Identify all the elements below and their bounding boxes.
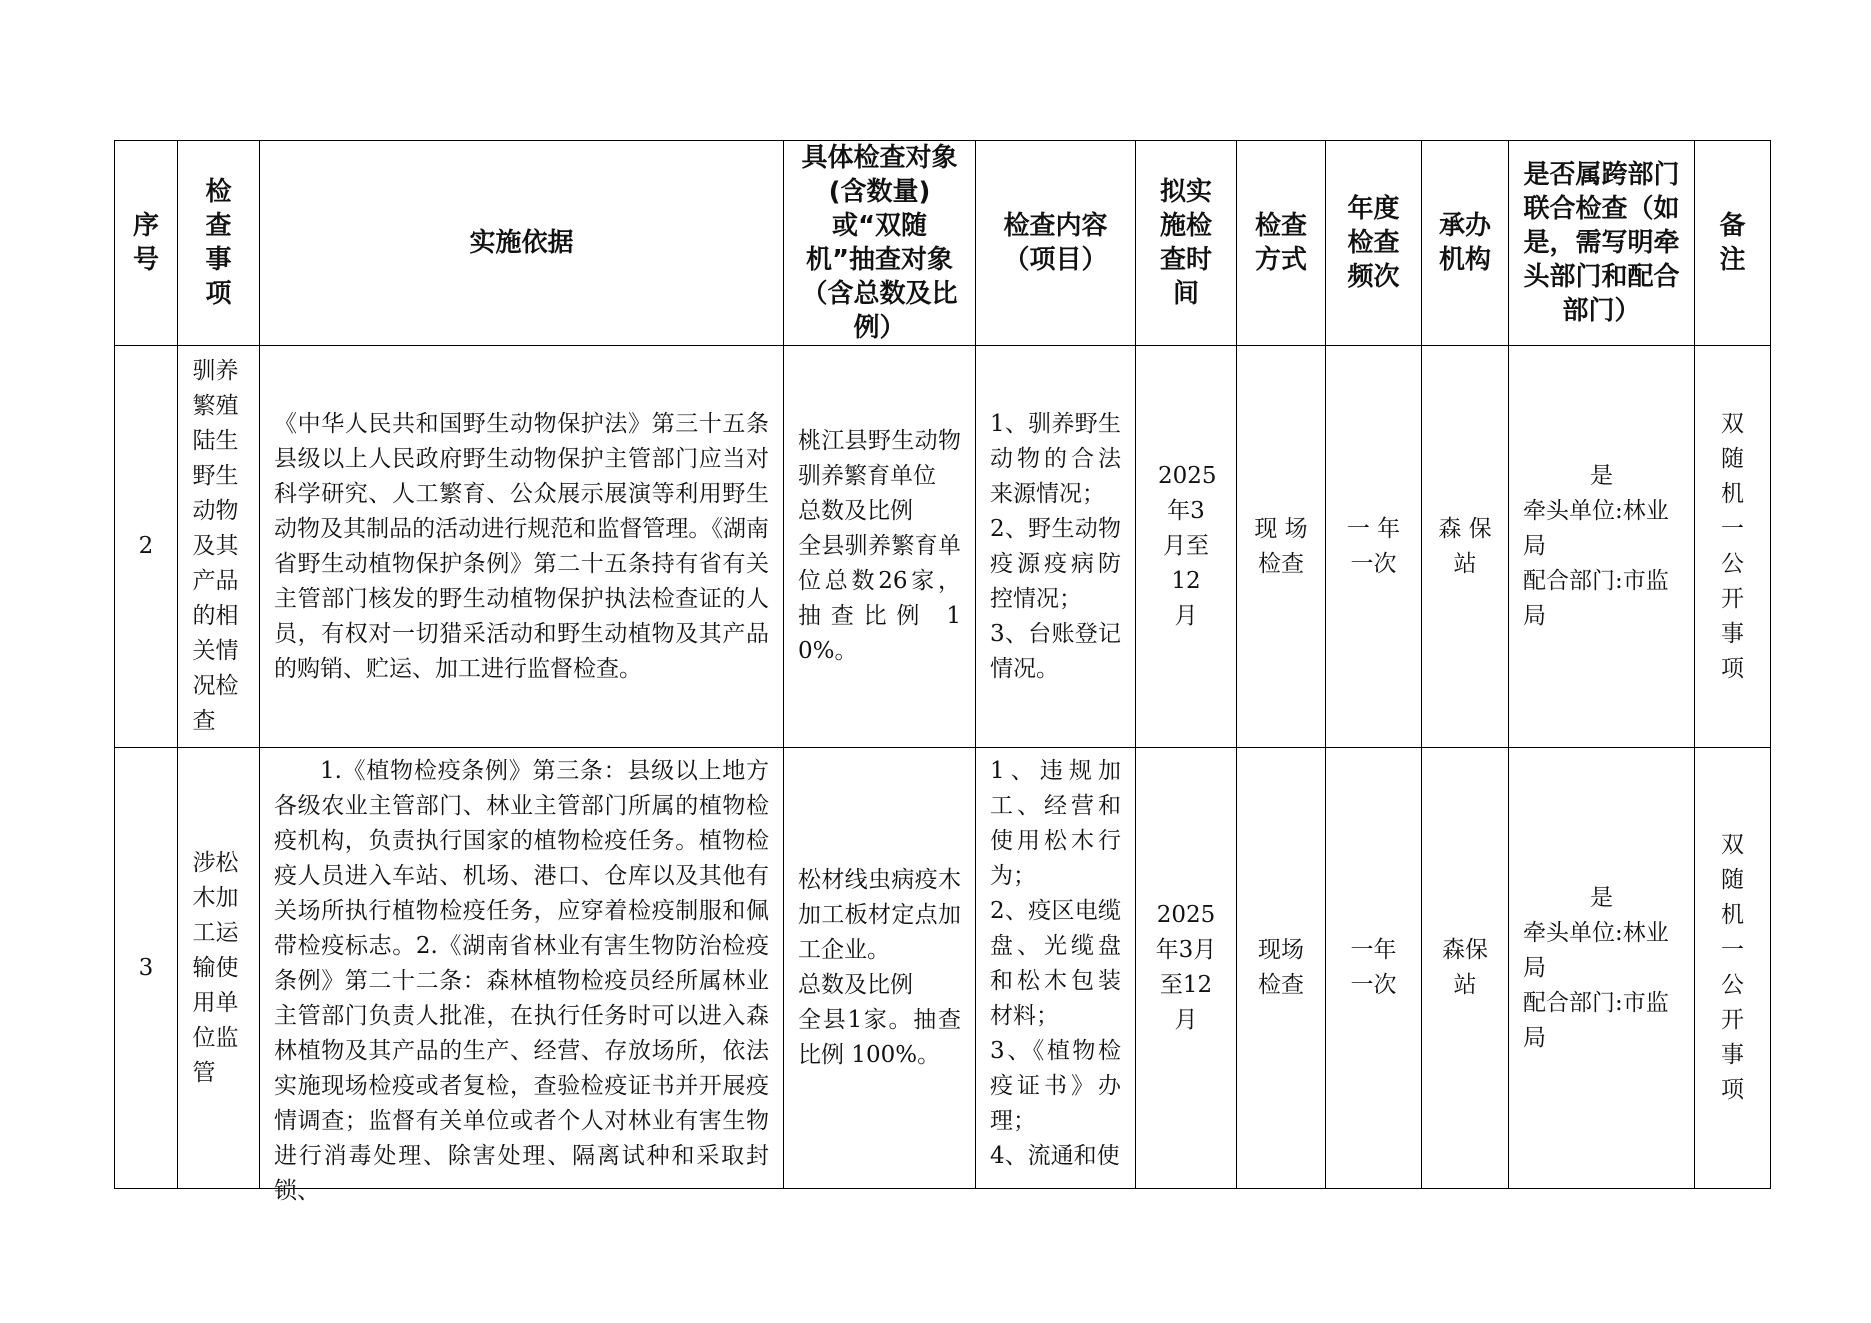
row-item: 涉松木加工运输使用单位监管 — [178, 748, 260, 1189]
row-time: 2025 年3月至12月 — [1136, 748, 1237, 1189]
header-joint: 是否属跨部门联合检查（如是，需写明牵头部门和配合部门） — [1509, 141, 1695, 346]
row-seq: 3 — [115, 748, 178, 1189]
table-row — [115, 748, 1771, 1189]
joint-lead: 牵头单位:林业局 — [1523, 919, 1669, 981]
row-org: 森 保 站 — [1422, 346, 1509, 748]
header-time: 拟实施检查时间 — [1136, 141, 1237, 346]
header-freq: 年度检查频次 — [1326, 141, 1422, 346]
joint-lead: 牵头单位:林业局 — [1523, 498, 1669, 559]
row-target: 松材线虫病疫木加工板材定点加工企业。 总数及比例 全县1家。抽查比例 100%。 — [784, 748, 976, 1189]
row-joint — [1509, 346, 1695, 748]
row-basis: 《中华人民共和国野生动物保护法》第三十五条县级以上人民政府野生动物保护主管部门应当对科学研究、人工繁育、公众展示展演等利用野生动物及其制品的活动进行规范和监督管理。《湖南省野生动植物保护条例》第二十五条持有省有关主管部门核发的野生动植物保护执法检查证的人员，有权对一切猎采活动和野生动植物及其产品的购销、贮运、加工进行监督检查。 — [260, 346, 784, 748]
inspection-plan-table — [114, 140, 1771, 1204]
header-note: 备注 — [1695, 141, 1771, 346]
joint-coop: 配合部门:市监局 — [1523, 989, 1669, 1051]
row-basis: 1.《植物检疫条例》第三条：县级以上地方各级农业主管部门、林业主管部门所属的植物检疫机构，负责执行国家的植物检疫任务。植物检疫人员进入车站、机场、港口、仓库以及其他有关场所执行植物检疫任务，应穿着检疫制服和佩带检疫标志。2.《湖南省林业有害生物防治检疫条例》第二十二条：森林植物检疫员经所属林业主管部门负责人批准，在执行任务时可以进入森林植物及其产品的生产、经营、存放场所，依法实施现场检疫或者复检，查验检疫证书并开展疫情调查；监督有关单位或者个人对林业有害生物进行消毒处理、除害处理、隔离试种和采取封锁、 — [260, 748, 784, 1189]
row-content: 1、违规加工、经营和使用松木行为； 2、疫区电缆盘、光缆盘和松木包装材料； 3、《植物检疫证书》办理； 4、流通和使 — [976, 748, 1136, 1189]
joint-yes: 是 — [1590, 463, 1613, 489]
header-target: 具体检查对象(含数量)或“双随机”抽查对象（含总数及比例） — [784, 141, 976, 346]
row-note: 双随机一公开事项 — [1695, 748, 1771, 1189]
row-method: 现场检查 — [1237, 748, 1326, 1189]
row-freq: 一年一次 — [1326, 748, 1422, 1189]
joint-coop: 配合部门:市监局 — [1523, 568, 1669, 629]
header-item: 检查事项 — [178, 141, 260, 346]
row-time: 2025 年3月至 12 月 — [1136, 346, 1237, 748]
header-org: 承办机构 — [1422, 141, 1509, 346]
table-header-row — [115, 141, 1771, 346]
table-row — [115, 346, 1771, 748]
joint-yes: 是 — [1590, 884, 1613, 911]
row-note: 双随机一公开事项 — [1695, 346, 1771, 748]
header-seq: 序号 — [115, 141, 178, 346]
row-freq: 一 年 一次 — [1326, 346, 1422, 748]
row-target: 桃江县野生动物驯养繁育单位 总数及比例 全县驯养繁育单位总数26家，抽查比例 10%。 — [784, 346, 976, 748]
row-method: 现 场 检查 — [1237, 346, 1326, 748]
row-org: 森保站 — [1422, 748, 1509, 1189]
header-method: 检查方式 — [1237, 141, 1326, 346]
row-joint — [1509, 748, 1695, 1189]
header-content: 检查内容（项目） — [976, 141, 1136, 346]
row-content: 1、驯养野生动物的合法来源情况； 2、野生动物疫源疫病防控情况； 3、台账登记情况。 — [976, 346, 1136, 748]
header-basis: 实施依据 — [260, 141, 784, 346]
row-item: 驯养繁殖陆生野生动物及其产品的相关情况检查 — [178, 346, 260, 748]
row-seq: 2 — [115, 346, 178, 748]
